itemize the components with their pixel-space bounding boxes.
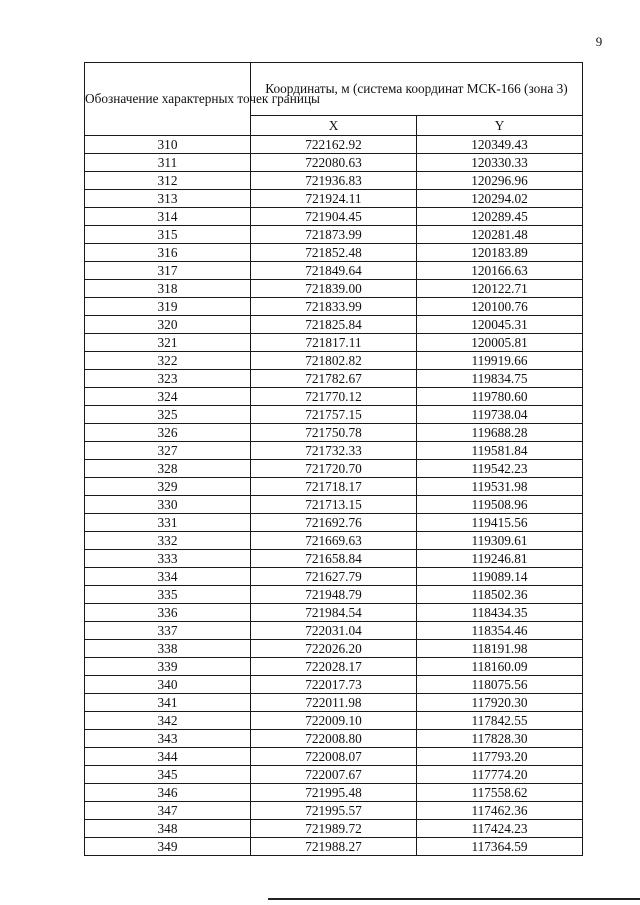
cell-y: 119531.98 — [417, 478, 583, 496]
cell-point: 344 — [85, 748, 251, 766]
table-row — [85, 550, 583, 568]
cell-x: 721802.82 — [251, 352, 417, 370]
cell-point: 310 — [85, 136, 251, 154]
cell-y: 120349.43 — [417, 136, 583, 154]
cell-x: 721839.00 — [251, 280, 417, 298]
cell-y: 120294.02 — [417, 190, 583, 208]
cell-point: 349 — [85, 838, 251, 856]
table-row — [85, 748, 583, 766]
cell-y: 119688.28 — [417, 424, 583, 442]
cell-point: 313 — [85, 190, 251, 208]
cell-x: 721825.84 — [251, 316, 417, 334]
table-row — [85, 388, 583, 406]
table-row — [85, 712, 583, 730]
table-row — [85, 676, 583, 694]
cell-y: 120166.63 — [417, 262, 583, 280]
cell-x: 722031.04 — [251, 622, 417, 640]
cell-y: 119581.84 — [417, 442, 583, 460]
table-row — [85, 424, 583, 442]
table-row — [85, 154, 583, 172]
cell-point: 317 — [85, 262, 251, 280]
page-number: 9 — [595, 34, 603, 49]
cell-y: 119246.81 — [417, 550, 583, 568]
cell-y: 119738.04 — [417, 406, 583, 424]
cell-x: 721984.54 — [251, 604, 417, 622]
header-x: X — [251, 116, 417, 136]
cell-y: 119780.60 — [417, 388, 583, 406]
table-row — [85, 172, 583, 190]
cell-x: 721757.15 — [251, 406, 417, 424]
cell-x: 721873.99 — [251, 226, 417, 244]
cell-y: 117364.59 — [417, 838, 583, 856]
cell-y: 120045.31 — [417, 316, 583, 334]
table-header — [85, 63, 583, 136]
cell-point: 341 — [85, 694, 251, 712]
cell-point: 322 — [85, 352, 251, 370]
table-row — [85, 820, 583, 838]
table-row — [85, 208, 583, 226]
cell-y: 119309.61 — [417, 532, 583, 550]
cell-x: 721989.72 — [251, 820, 417, 838]
cell-y: 120281.48 — [417, 226, 583, 244]
cell-point: 318 — [85, 280, 251, 298]
cell-point: 332 — [85, 532, 251, 550]
cell-point: 335 — [85, 586, 251, 604]
cell-x: 721852.48 — [251, 244, 417, 262]
cell-y: 117793.20 — [417, 748, 583, 766]
cell-x: 721817.11 — [251, 334, 417, 352]
cell-y: 119834.75 — [417, 370, 583, 388]
cell-y: 117920.30 — [417, 694, 583, 712]
cell-y: 117558.62 — [417, 784, 583, 802]
cell-y: 118160.09 — [417, 658, 583, 676]
cell-x: 721936.83 — [251, 172, 417, 190]
cell-point: 342 — [85, 712, 251, 730]
cell-point: 323 — [85, 370, 251, 388]
coordinates-table — [84, 62, 583, 856]
table-row — [85, 766, 583, 784]
cell-point: 324 — [85, 388, 251, 406]
table-row — [85, 568, 583, 586]
cell-x: 722017.73 — [251, 676, 417, 694]
cell-y: 120122.71 — [417, 280, 583, 298]
cell-point: 345 — [85, 766, 251, 784]
cell-y: 120296.96 — [417, 172, 583, 190]
cell-x: 722009.10 — [251, 712, 417, 730]
cell-y: 118502.36 — [417, 586, 583, 604]
cell-point: 340 — [85, 676, 251, 694]
cell-y: 120005.81 — [417, 334, 583, 352]
cell-y: 118191.98 — [417, 640, 583, 658]
cell-x: 721782.67 — [251, 370, 417, 388]
table-row — [85, 694, 583, 712]
cell-point: 347 — [85, 802, 251, 820]
cell-y: 120330.33 — [417, 154, 583, 172]
cell-x: 721627.79 — [251, 568, 417, 586]
table-row — [85, 604, 583, 622]
cell-y: 117774.20 — [417, 766, 583, 784]
cell-x: 722026.20 — [251, 640, 417, 658]
table-row — [85, 802, 583, 820]
cell-y: 119415.56 — [417, 514, 583, 532]
header-y: Y — [417, 116, 583, 136]
cell-x: 721750.78 — [251, 424, 417, 442]
cell-y: 117462.36 — [417, 802, 583, 820]
cell-point: 330 — [85, 496, 251, 514]
cell-x: 721988.27 — [251, 838, 417, 856]
cell-point: 333 — [85, 550, 251, 568]
cell-x: 721995.57 — [251, 802, 417, 820]
cell-y: 119919.66 — [417, 352, 583, 370]
cell-point: 326 — [85, 424, 251, 442]
cell-y: 120183.89 — [417, 244, 583, 262]
bottom-rule — [268, 898, 640, 900]
cell-point: 315 — [85, 226, 251, 244]
cell-y: 120289.45 — [417, 208, 583, 226]
cell-x: 721720.70 — [251, 460, 417, 478]
cell-point: 327 — [85, 442, 251, 460]
cell-y: 120100.76 — [417, 298, 583, 316]
header-point-designation: Обозначение характерных точек границы — [85, 63, 251, 136]
table-row — [85, 244, 583, 262]
table-row — [85, 190, 583, 208]
cell-y: 117424.23 — [417, 820, 583, 838]
cell-x: 721924.11 — [251, 190, 417, 208]
table-row — [85, 298, 583, 316]
cell-point: 328 — [85, 460, 251, 478]
table-row — [85, 784, 583, 802]
cell-point: 348 — [85, 820, 251, 838]
cell-point: 311 — [85, 154, 251, 172]
cell-point: 314 — [85, 208, 251, 226]
cell-x: 722011.98 — [251, 694, 417, 712]
cell-point: 343 — [85, 730, 251, 748]
table-body — [85, 136, 583, 856]
cell-x: 721692.76 — [251, 514, 417, 532]
cell-x: 721995.48 — [251, 784, 417, 802]
cell-x: 722007.67 — [251, 766, 417, 784]
table-row — [85, 262, 583, 280]
table-row — [85, 352, 583, 370]
cell-point: 319 — [85, 298, 251, 316]
cell-x: 721669.63 — [251, 532, 417, 550]
table-row — [85, 532, 583, 550]
cell-x: 722028.17 — [251, 658, 417, 676]
cell-x: 721849.64 — [251, 262, 417, 280]
table-row — [85, 730, 583, 748]
table-row — [85, 586, 583, 604]
cell-x: 721732.33 — [251, 442, 417, 460]
cell-point: 338 — [85, 640, 251, 658]
cell-point: 325 — [85, 406, 251, 424]
cell-point: 321 — [85, 334, 251, 352]
table-row — [85, 334, 583, 352]
table-row — [85, 514, 583, 532]
cell-x: 722162.92 — [251, 136, 417, 154]
cell-point: 320 — [85, 316, 251, 334]
table-row — [85, 316, 583, 334]
cell-x: 721948.79 — [251, 586, 417, 604]
cell-y: 118354.46 — [417, 622, 583, 640]
cell-y: 119508.96 — [417, 496, 583, 514]
cell-y: 119089.14 — [417, 568, 583, 586]
cell-point: 336 — [85, 604, 251, 622]
cell-point: 312 — [85, 172, 251, 190]
header-coordinates: Координаты, м (система координат МСК-166 (зона 3) — [251, 63, 583, 116]
table-row — [85, 658, 583, 676]
table-row — [85, 622, 583, 640]
cell-point: 339 — [85, 658, 251, 676]
table-row — [85, 226, 583, 244]
cell-point: 346 — [85, 784, 251, 802]
table-row — [85, 370, 583, 388]
cell-x: 721713.15 — [251, 496, 417, 514]
cell-x: 721718.17 — [251, 478, 417, 496]
table-row — [85, 280, 583, 298]
table-row — [85, 496, 583, 514]
cell-point: 337 — [85, 622, 251, 640]
cell-y: 118434.35 — [417, 604, 583, 622]
cell-y: 117842.55 — [417, 712, 583, 730]
cell-y: 118075.56 — [417, 676, 583, 694]
table-row — [85, 478, 583, 496]
cell-x: 721904.45 — [251, 208, 417, 226]
cell-x: 722080.63 — [251, 154, 417, 172]
cell-point: 329 — [85, 478, 251, 496]
cell-x: 722008.80 — [251, 730, 417, 748]
table-row — [85, 406, 583, 424]
cell-x: 721658.84 — [251, 550, 417, 568]
cell-x: 721833.99 — [251, 298, 417, 316]
table-row — [85, 442, 583, 460]
cell-x: 721770.12 — [251, 388, 417, 406]
cell-y: 117828.30 — [417, 730, 583, 748]
cell-point: 334 — [85, 568, 251, 586]
cell-point: 331 — [85, 514, 251, 532]
cell-y: 119542.23 — [417, 460, 583, 478]
table-row — [85, 460, 583, 478]
cell-x: 722008.07 — [251, 748, 417, 766]
table-row — [85, 838, 583, 856]
table-row — [85, 136, 583, 154]
cell-point: 316 — [85, 244, 251, 262]
table-row — [85, 640, 583, 658]
